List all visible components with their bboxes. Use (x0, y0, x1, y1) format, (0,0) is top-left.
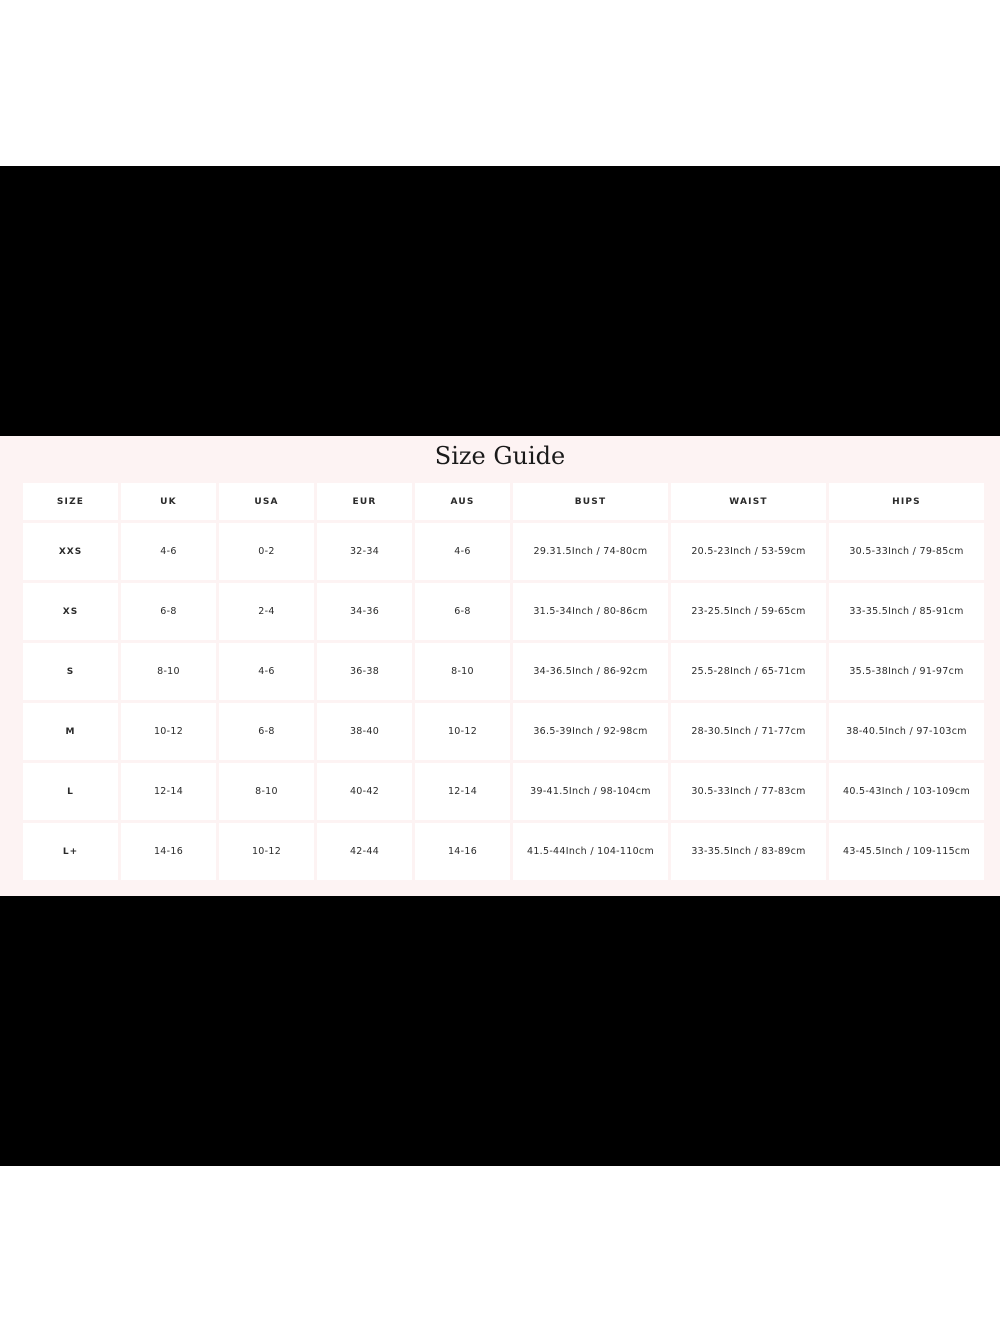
cell-usa: 0-2 (219, 523, 314, 580)
cell-uk: 12-14 (121, 763, 216, 820)
cell-size: XXS (23, 523, 118, 580)
header-aus: AUS (415, 483, 510, 520)
cell-size: L+ (23, 823, 118, 880)
cell-bust: 41.5-44Inch / 104-110cm (513, 823, 668, 880)
cell-bust: 34-36.5Inch / 86-92cm (513, 643, 668, 700)
header-size: SIZE (23, 483, 118, 520)
header-hips: HIPS (829, 483, 984, 520)
page-title: Size Guide (434, 442, 566, 470)
cell-aus: 14-16 (415, 823, 510, 880)
cell-eur: 38-40 (317, 703, 412, 760)
cell-size: XS (23, 583, 118, 640)
cell-usa: 4-6 (219, 643, 314, 700)
cell-uk: 8-10 (121, 643, 216, 700)
cell-bust: 36.5-39Inch / 92-98cm (513, 703, 668, 760)
cell-hips: 33-35.5Inch / 85-91cm (829, 583, 984, 640)
header-bust: BUST (513, 483, 668, 520)
cell-usa: 6-8 (219, 703, 314, 760)
cell-size: S (23, 643, 118, 700)
cell-hips: 43-45.5Inch / 109-115cm (829, 823, 984, 880)
table-row (23, 763, 984, 820)
cell-waist: 33-35.5Inch / 83-89cm (671, 823, 826, 880)
table-row (23, 823, 984, 880)
table-row (23, 703, 984, 760)
table-row (23, 523, 984, 580)
size-guide-panel (0, 436, 1000, 896)
cell-eur: 36-38 (317, 643, 412, 700)
cell-bust: 31.5-34Inch / 80-86cm (513, 583, 668, 640)
header-uk: UK (121, 483, 216, 520)
table-row (23, 583, 984, 640)
cell-eur: 42-44 (317, 823, 412, 880)
cell-hips: 40.5-43Inch / 103-109cm (829, 763, 984, 820)
header-usa: USA (219, 483, 314, 520)
cell-usa: 2-4 (219, 583, 314, 640)
cell-uk: 6-8 (121, 583, 216, 640)
bottom-black-band (0, 896, 1000, 1166)
cell-eur: 32-34 (317, 523, 412, 580)
cell-eur: 40-42 (317, 763, 412, 820)
cell-hips: 35.5-38Inch / 91-97cm (829, 643, 984, 700)
table-row (23, 643, 984, 700)
cell-hips: 38-40.5Inch / 97-103cm (829, 703, 984, 760)
cell-aus: 8-10 (415, 643, 510, 700)
cell-waist: 20.5-23Inch / 53-59cm (671, 523, 826, 580)
cell-waist: 30.5-33Inch / 77-83cm (671, 763, 826, 820)
cell-eur: 34-36 (317, 583, 412, 640)
header-waist: WAIST (671, 483, 826, 520)
cell-aus: 6-8 (415, 583, 510, 640)
cell-uk: 14-16 (121, 823, 216, 880)
cell-size: M (23, 703, 118, 760)
cell-bust: 39-41.5Inch / 98-104cm (513, 763, 668, 820)
cell-uk: 10-12 (121, 703, 216, 760)
cell-usa: 8-10 (219, 763, 314, 820)
cell-waist: 28-30.5Inch / 71-77cm (671, 703, 826, 760)
header-eur: EUR (317, 483, 412, 520)
cell-aus: 10-12 (415, 703, 510, 760)
top-black-band (0, 166, 1000, 436)
cell-waist: 23-25.5Inch / 59-65cm (671, 583, 826, 640)
cell-bust: 29.31.5Inch / 74-80cm (513, 523, 668, 580)
cell-aus: 4-6 (415, 523, 510, 580)
cell-hips: 30.5-33Inch / 79-85cm (829, 523, 984, 580)
cell-usa: 10-12 (219, 823, 314, 880)
cell-waist: 25.5-28Inch / 65-71cm (671, 643, 826, 700)
cell-aus: 12-14 (415, 763, 510, 820)
cell-uk: 4-6 (121, 523, 216, 580)
size-chart-table (20, 480, 987, 883)
table-header-row (23, 483, 984, 520)
cell-size: L (23, 763, 118, 820)
